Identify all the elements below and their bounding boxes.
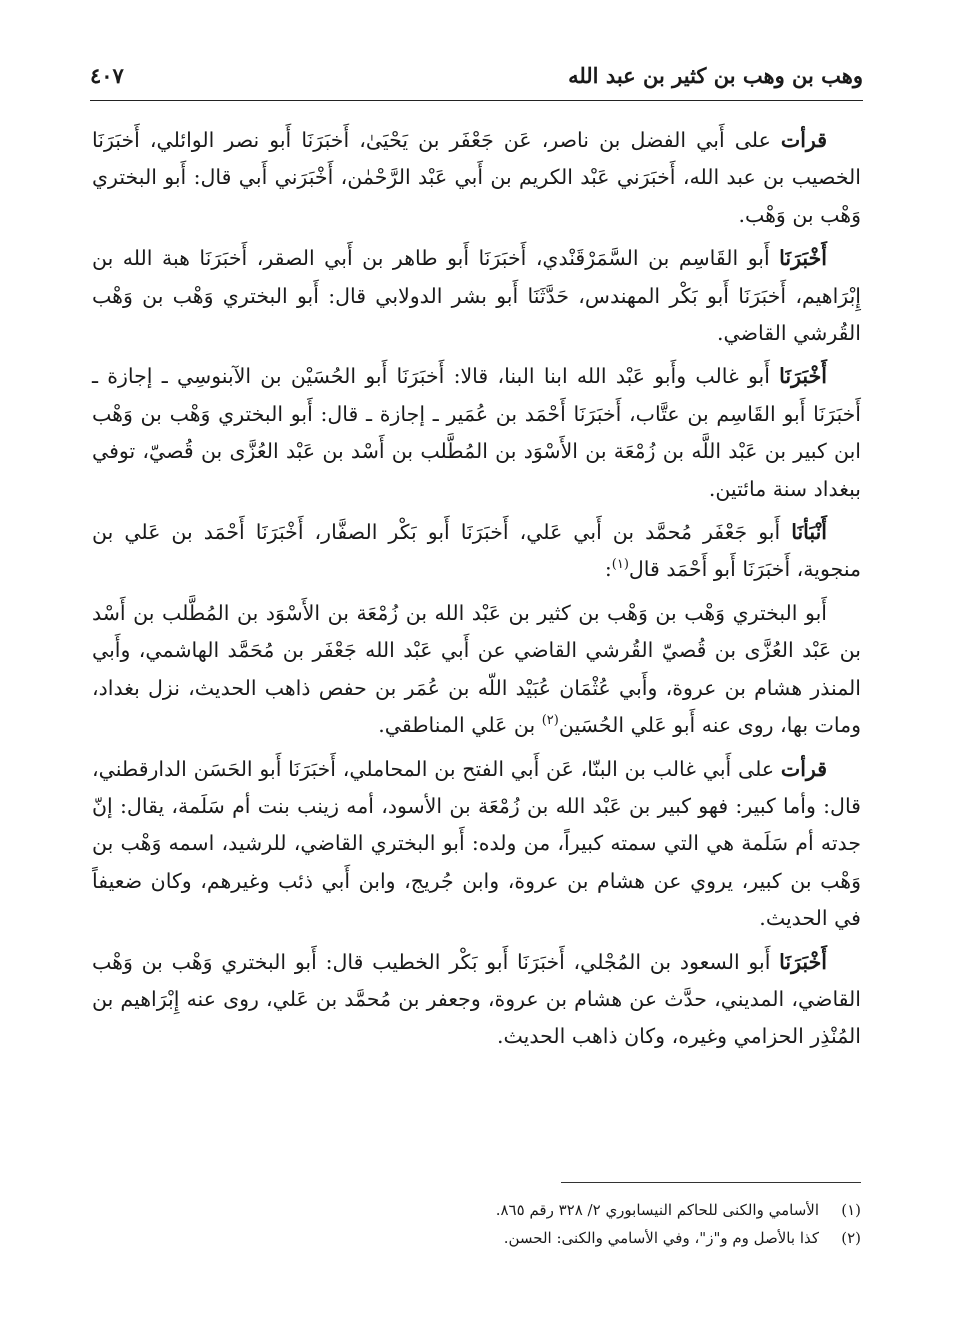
header-divider [90, 100, 863, 101]
footnote-number: (٢) [841, 1229, 861, 1247]
footnote-mark: (٢) [541, 713, 559, 729]
paragraph-text-tail: : [604, 557, 612, 582]
paragraph [92, 358, 861, 508]
paragraph [92, 514, 861, 589]
footnote-mark: (١) [611, 557, 629, 573]
running-header [90, 55, 863, 95]
paragraph-lead: أَخْبَرَنَا [779, 246, 827, 271]
paragraph-text: أَبو جَعْفَر مُحمَّد بن أَبي عَلي، أَخبَرَنَا أَبو بَكْر الصفَّار، أَخْبَرَنَا أَحْمَد بن عَلي بن منجوية، أَخبَرَنَا أَبو أَحْمَد قال [92, 520, 861, 582]
paragraph-lead: أَخْبَرَنَا [779, 364, 827, 389]
paragraph [92, 595, 861, 745]
footnote [92, 1196, 861, 1224]
paragraph-text: أَبو القَاسِم بن السَّمَرْقَنْدي، أَخبَرَنَا أَبو طاهر بن أَبي الصقر، أَخبَرَنَا هبة الله بن إِبْرَاهيم، أَخبَرَنَا أَبو بَكْر المهندس، حَدَّثَنَا أَبو بشر الدولابي قال: أَبو البختري وَهْب بن وَهْب القُرشي القاضي. [92, 246, 861, 346]
footnote [92, 1224, 861, 1252]
paragraph-text: على أَبي الفضل بن ناصر، عَن جَعْفَر بن يَحْيَىٰ، أَخبَرَنَا أَبو نصر الوائلي، أَخبَرَنَا الخصيب بن عبد الله، أَخبَرَني عَبْد الكريم بن أَبي عَبْد الرَّحْمٰن، أَخْبَرَني أَبي قال: أَبو البختري وَهْب بن وَهْب. [92, 128, 861, 227]
footnote-divider [561, 1182, 861, 1183]
paragraph-lead: أَخْبَرَنَا [779, 949, 827, 974]
paragraph [92, 944, 861, 1056]
footnote-text: كذا بالأصل وم و"ز"، وفي الأسامي والكنى: الحسن. [503, 1229, 819, 1247]
paragraph-text: على أَبي غالب بن البنّا، عَن أَبي الفتح بن المحاملي، أَخبَرَنَا أَبو الحَسَن الدارقطني، قال: وأما كبير: فهو كبير بن عَبْد الله بن زُمْعَة بن الأسود، أمه زينب بنت أم سَلَمة، يقال: إنّ جدته أم سَلَمة هي التي سمته كبيراً، من ولده: أَبو البختري القاضي، للرشيد، اسمه وَهْب بن وَهْب بن كبير، يروي عن هشام بن عروة، وابن جُريج، وابن أَبي ذئب وغيرهم، وكان ضعيفاً في الحديث. [92, 756, 861, 931]
header-title: وهب بن وهب بن كثير بن عبد الله [568, 62, 863, 88]
paragraph-text-tail: بن عَلي المناطقي. [378, 713, 542, 738]
paragraph-text: أَبو غالب وأَبو عَبْد الله ابنا البنا، قالا: أَخبَرَنَا أَبو الحُسَيْن بن الآبنوسِي ـ إجازة ـ أَخبَرَنَا أَبو القَاسِم بن عتَّاب، أَخبَرَنَا أَحْمَد بن عُمَير ـ إجازة ـ قال: أَبو البختري وَهْب بن وَهْب ابن كبير بن عَبْد اللَّه بن زُمْعَة بن الأَسْوَد بن المُطَّلب بن أَسْد بن عَبْد العُزَّى بن قُصيّ، توفي ببغداد سنة مائتين. [92, 364, 861, 501]
paragraph [92, 122, 861, 234]
footnotes [92, 1196, 861, 1252]
paragraph-lead: قرأت [780, 756, 827, 781]
main-text [92, 122, 861, 1062]
footnote-number: (١) [841, 1201, 861, 1219]
paragraph [92, 751, 861, 938]
paragraph-text: أَبو السعود بن المُجْلي، أَخبَرَنَا أَبو بَكْر الخطيب قال: أَبو البختري وَهْب بن وَهْب القاضي، المديني، حدَّث عن هشام بن عروة، وجعفر بن مُحمَّد بن عَلي، روى عنه إِبْرَاهيم بن المُنْذِر الحزامي وغيره، وكان ذاهب الحديث. [92, 949, 861, 1049]
page-number: ٤٠٧ [90, 62, 124, 88]
footnote-text: الأسامي والكنى للحاكم النيسابوري ٢/ ٣٢٨ رقم ٨٦٥. [495, 1201, 819, 1219]
paragraph [92, 240, 861, 352]
paragraph-lead: أَنْبَأنَا [791, 520, 827, 545]
paragraph-text: أَبو البختري وَهْب بن وَهْب بن كثير بن عَبْد الله بن زُمْعَة بن الأَسْوَد بن المُطَّلب بن أَسْد بن عَبْد العُزَّى بن قُصيّ القُرشي القاضي عن أَبي عَبْد الله جَعْفَر بن مُحَمَّد الهاشمي، وأَبي المنذر هشام بن عروة، وأَبي عُثْمَان عُبَيْد اللّه بن عُمَر بن حفص ذاهب الحديث، نزل بغداد، ومات بها، روى عنه أَبو عَلي الحُسَين [92, 600, 861, 738]
paragraph-lead: قرأت [780, 128, 827, 152]
